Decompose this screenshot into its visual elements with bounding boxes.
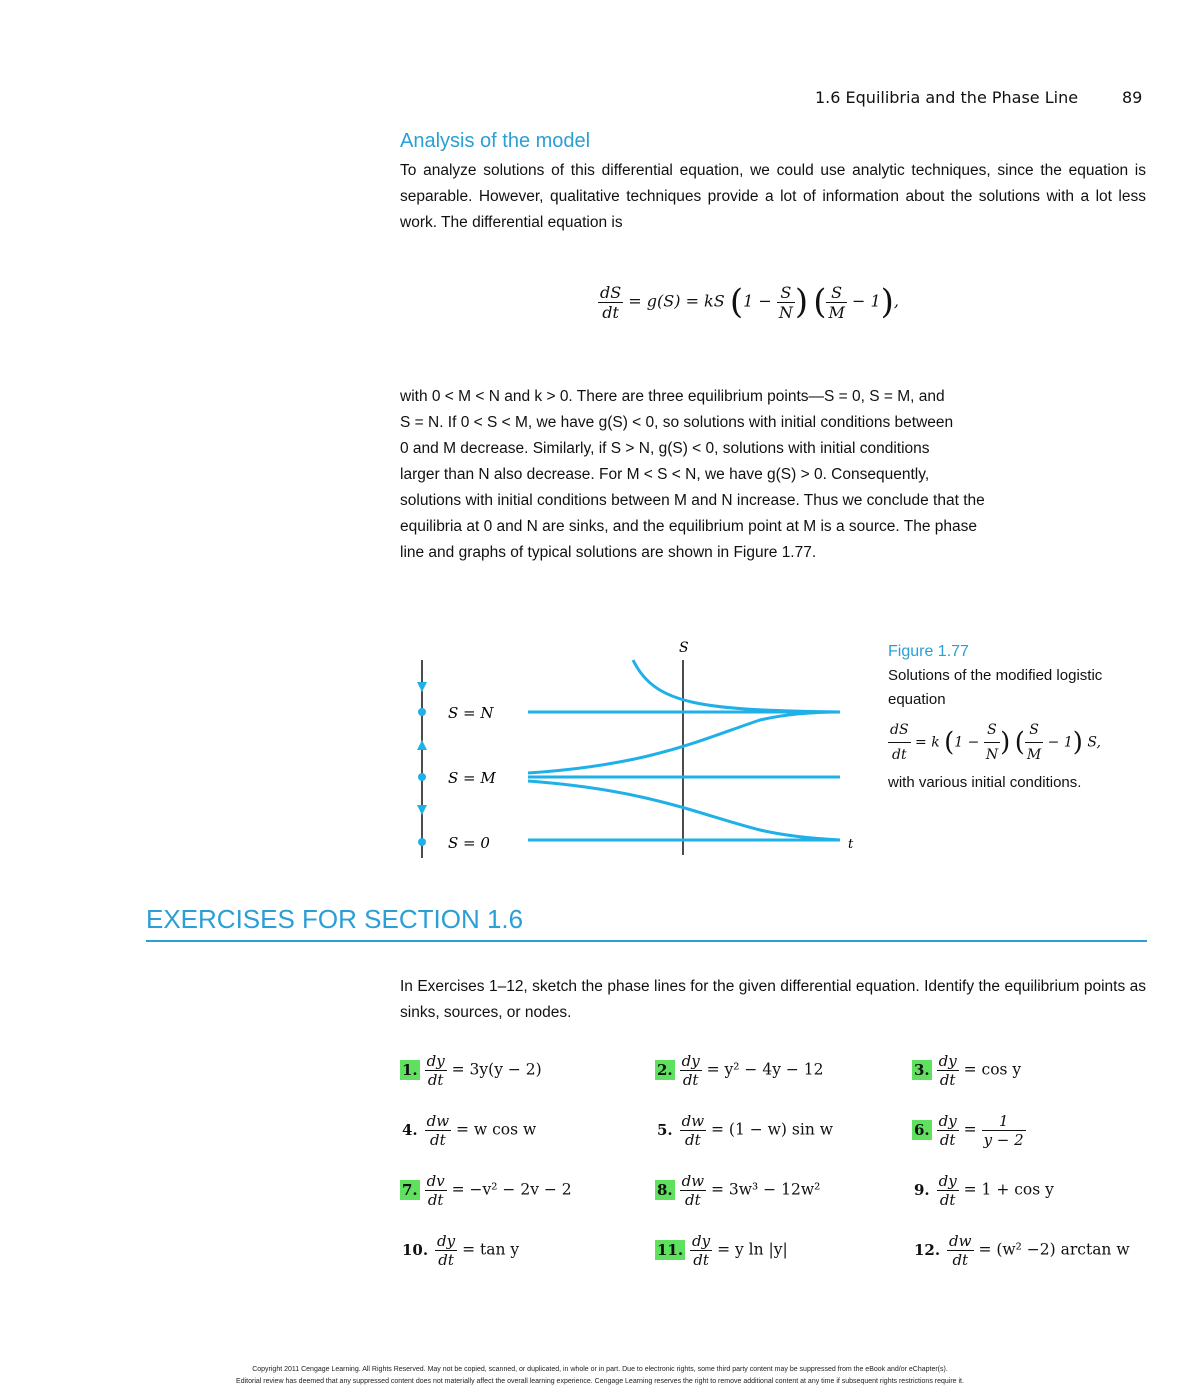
exercise-rhs: = (1 − w) sin w (711, 1120, 833, 1139)
page-number: 89 (1122, 88, 1143, 107)
exercise-lhs-den: dt (682, 1071, 699, 1089)
running-head: 1.6 Equilibria and the Phase Line (815, 88, 1079, 107)
figure-caption-after: with various initial conditions. (888, 774, 1082, 791)
exercise-lhs-num: dy (681, 1052, 700, 1070)
copyright-line-1: Copyright 2011 Cengage Learning. All Rights Reserved. May not be copied, scanned, or duplicated, in whole or in part. Due to electronic rights, some third party content may be suppressed from the eBook and/or eChapter(s). (252, 1366, 948, 1373)
exercise-rhs: = cos y (963, 1060, 1022, 1079)
arrow-down-icon (417, 805, 427, 815)
exercise-number: 11. (657, 1240, 684, 1259)
exercise-rhs: = y ln |y| (717, 1240, 788, 1259)
eq-lhs-den: dt (602, 302, 619, 322)
exercise-rhs: = 3w³ − 12w² (711, 1180, 821, 1199)
cap-eq-den: dt (891, 747, 907, 763)
decreasing-solution-top (633, 660, 840, 712)
eq-lhs-num: dS (600, 282, 622, 302)
exercise-item (400, 1052, 542, 1089)
exercise-lhs-den: dt (427, 1191, 444, 1209)
exercise-lhs-num: dv (426, 1172, 445, 1190)
exercise-rhs: = 1 + cos y (963, 1180, 1054, 1199)
exercise-item (400, 1232, 519, 1269)
exercise-rhs: = y² − 4y − 12 (706, 1060, 824, 1079)
equilibrium-dot-n (418, 708, 426, 716)
exercise-lhs-den: dt (685, 1131, 701, 1149)
exercise-lhs-num: dw (681, 1172, 705, 1190)
cap-eq-f2-num: S (1025, 718, 1043, 743)
exercise-rhs-den: y − 2 (983, 1131, 1024, 1149)
exercise-lhs-den: dt (693, 1251, 709, 1269)
figure-caption (888, 640, 1148, 795)
heading-rule (146, 940, 1147, 942)
exercise-lhs-num: dy (938, 1052, 957, 1070)
exercise-lhs-num: dw (949, 1232, 972, 1250)
cap-eq-f1-num: S (984, 718, 1000, 743)
body-line: with 0 < M < N and k > 0. There are three equilibrium points—S = 0, S = M, and (400, 388, 945, 405)
exercise-number: 6. (914, 1120, 930, 1139)
exercise-item (655, 1112, 833, 1149)
arrow-down-icon (417, 682, 427, 692)
main-equation: $\frac{dS}{dt}$ = g(S) = kS (1 − $\frac{S}{N}$ ) ( $\frac{S}{M}$ − 1), (600, 282, 899, 322)
exercise-item (655, 1172, 820, 1209)
figure-title: Figure 1.77 (888, 643, 969, 660)
body-line: 0 and M decrease. Similarly, if S > N, g(S) < 0, solutions with initial conditions (400, 440, 930, 457)
label-s-m: S = M (448, 769, 496, 787)
increasing-solution (528, 712, 840, 773)
exercise-item (400, 1172, 572, 1209)
exercise-rhs: = −v² − 2v − 2 (451, 1180, 572, 1199)
exercise-lhs-num: dy (938, 1172, 957, 1190)
exercise-number: 7. (402, 1180, 418, 1199)
exercise-lhs-den: dt (685, 1191, 701, 1209)
exercise-item (912, 1172, 1054, 1209)
exercise-item (912, 1112, 1026, 1149)
equilibrium-dot-m (418, 773, 426, 781)
eq-f1-den: N (778, 302, 793, 322)
eq-f2-den: M (828, 302, 845, 322)
exercise-lhs-den: dt (939, 1191, 956, 1209)
exercise-item (912, 1232, 1130, 1269)
exercise-lhs-num: dy (692, 1232, 711, 1250)
figure-caption-text: Solutions of the modified logistic equation (888, 667, 1103, 708)
exercise-lhs-den: dt (939, 1131, 956, 1149)
exercises-heading: EXERCISES FOR SECTION 1.6 (146, 904, 524, 934)
exercise-number: 9. (914, 1180, 930, 1199)
copyright-line-2: Editorial review has deemed that any suppressed content does not materially affect the overall learning experience. Cengage Learning reserves the right to remove additional content at any time if subsequent rights restrictions require it. (236, 1378, 964, 1385)
label-s-0: S = 0 (448, 834, 490, 852)
exercise-number: 10. (402, 1240, 429, 1259)
cap-eq-f2-den: M (1026, 747, 1042, 763)
decreasing-solution-bottom (528, 781, 840, 840)
exercise-rhs: = w cos w (456, 1120, 537, 1139)
figure-caption-equation: $\frac{dS}{dt}$ = k (1 − $\frac{S}{N}$ ) ( $\frac{S}{M}$ − 1) S, (888, 718, 1148, 767)
cap-eq-tail: S, (1087, 734, 1101, 751)
exercise-lhs-den: dt (427, 1071, 444, 1089)
exercise-item (655, 1232, 788, 1269)
exercise-number: 5. (657, 1120, 673, 1139)
axis-label-s: S (679, 640, 689, 656)
exercise-rhs: = (963, 1120, 977, 1139)
exercise-rhs: = (w² −2) arctan w (978, 1240, 1130, 1259)
exercise-item (400, 1112, 536, 1149)
eq-f1-num: S (777, 283, 795, 303)
exercise-rhs-num: 1 (982, 1112, 1026, 1131)
label-s-n: S = N (448, 704, 494, 722)
body-line: larger than N also decrease. For M < S < N, we have g(S) > 0. Consequently, (400, 466, 930, 483)
exercise-number: 3. (914, 1060, 930, 1079)
exercise-lhs-den: dt (939, 1071, 956, 1089)
body-line: equilibria at 0 and N are sinks, and the equilibrium point at M is a source. The phase (400, 518, 977, 535)
arrow-up-icon (417, 740, 427, 750)
exercise-lhs-den: dt (952, 1251, 969, 1269)
eq-middle: = g(S) = kS (628, 291, 725, 311)
exercise-lhs-den: dt (438, 1251, 454, 1269)
exercise-number: 1. (402, 1060, 418, 1079)
body-line: solutions with initial conditions between M and N increase. Thus we conclude that the (400, 492, 985, 509)
body-paragraph (400, 384, 1146, 566)
exercise-number: 12. (914, 1240, 941, 1259)
intro-paragraph: To analyze solutions of this differential equation, we could use analytic techniques, since the equation is separable. However, qualitative techniques provide a lot of information about the solutions with a lot less work. The differential equation is (400, 162, 1146, 231)
exercise-lhs-num: dy (437, 1232, 456, 1250)
cap-eq-mid: = k (915, 734, 940, 751)
exercise-rhs: = 3y(y − 2) (451, 1060, 542, 1079)
eq-f2-num: S (826, 283, 846, 303)
body-line: S = N. If 0 < S < M, we have g(S) < 0, so solutions with initial conditions between (400, 414, 954, 431)
exercise-item (655, 1052, 824, 1089)
exercises-intro: In Exercises 1–12, sketch the phase lines for the given differential equation. Identify the equilibrium points as sinks, sources, or nodes. (400, 978, 1146, 1021)
exercise-lhs-num: dw (426, 1112, 450, 1130)
section-heading: Analysis of the model (400, 130, 591, 152)
exercise-number: 2. (657, 1060, 673, 1079)
cap-eq-f1-den: N (985, 747, 999, 763)
exercise-lhs-num: dy (426, 1052, 445, 1070)
exercise-rhs: = tan y (462, 1240, 520, 1259)
exercise-lhs-num: dw (681, 1112, 705, 1130)
figure-1-77 (400, 630, 880, 870)
exercise-lhs-num: dy (938, 1112, 957, 1130)
exercise-number: 4. (402, 1120, 418, 1139)
exercise-item (912, 1052, 1021, 1089)
axis-label-t: t (848, 837, 854, 852)
cap-eq-num: dS (888, 718, 911, 743)
body-line: line and graphs of typical solutions are shown in Figure 1.77. (400, 544, 817, 561)
exercise-number: 8. (657, 1180, 673, 1199)
exercise-lhs-den: dt (430, 1131, 446, 1149)
equilibrium-dot-0 (418, 838, 426, 846)
